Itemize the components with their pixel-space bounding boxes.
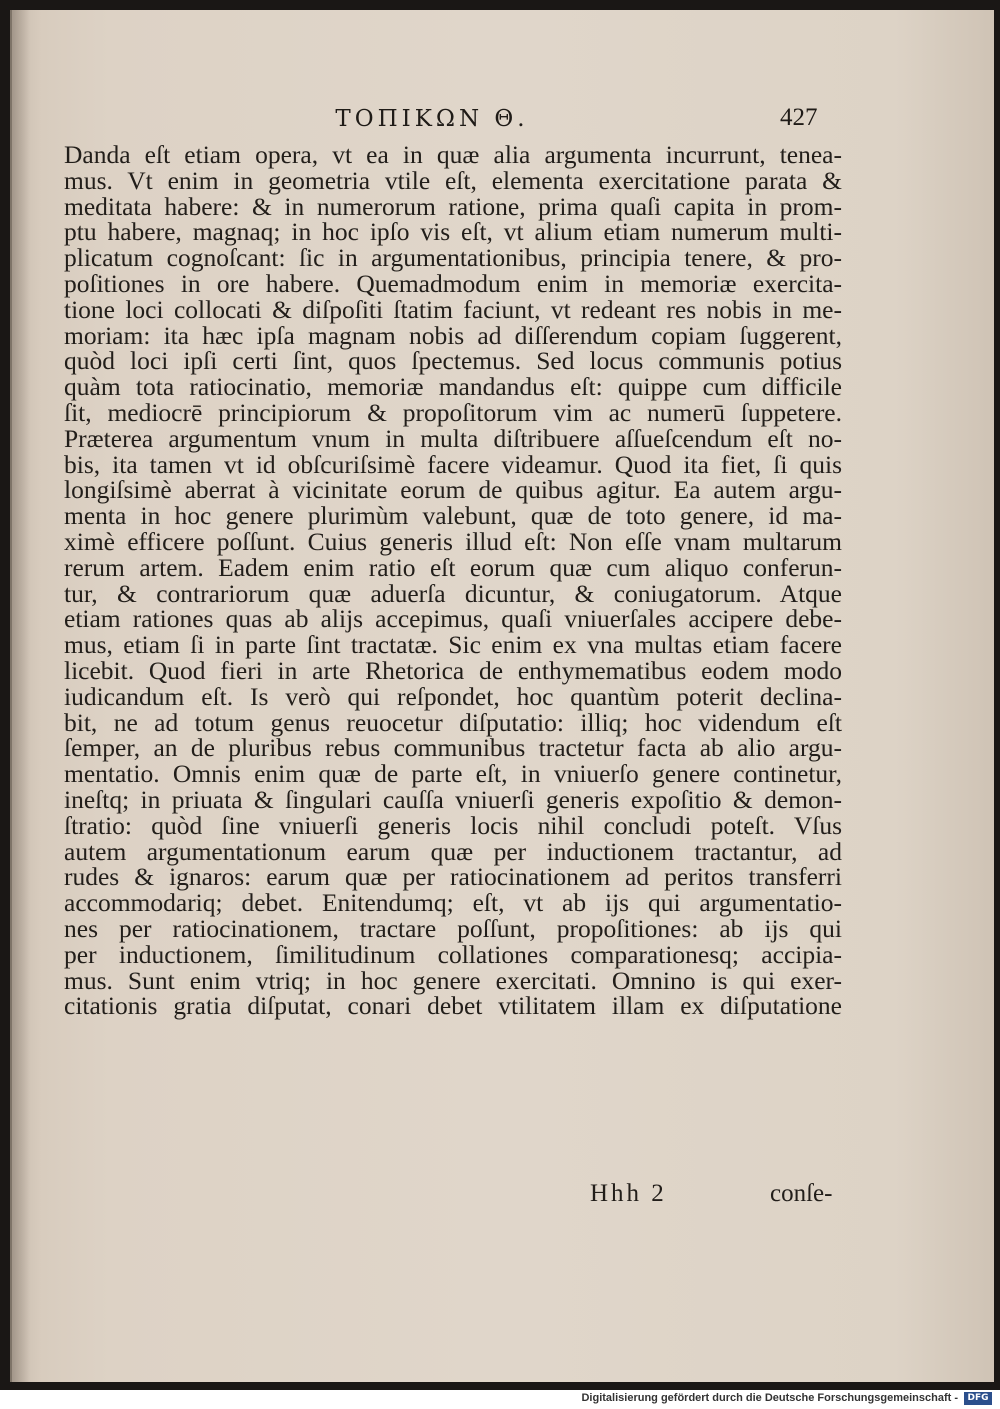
- text-line: rerum artem. Eadem enim ratio eſt eorum quæ cum aliquo conferun-: [64, 552, 842, 582]
- text-line: quàm tota ratiocinatio, memoriæ mandandus eſt: quippe cum difficile: [64, 372, 842, 402]
- text-line: ineſtq; in priuata & ſingulari cauſſa vniuerſi generis expoſitio & demon-: [64, 784, 842, 814]
- text-line: ximè efficere poſſunt. Cuius generis illud eſt: Non eſſe vnam multarum: [64, 526, 842, 556]
- text-line: plicatum cognoſcant: ſic in argumentationibus, principia tenere, & pro-: [64, 243, 842, 273]
- text-line: autem argumentationum earum quæ per inductionem tractantur, ad: [64, 836, 842, 866]
- text-line: accommodariq; debet. Enitendumq; eſt, vt ab ijs qui argumentatio-: [64, 888, 842, 918]
- catchword: conſe-: [770, 1180, 833, 1207]
- text-line: poſitiones in ore habere. Quemadmodum enim in memoriæ exercita-: [64, 268, 842, 298]
- text-line: mus, etiam ſi in parte ſint tractatæ. Sic enim ex vna multas etiam facere: [64, 630, 842, 660]
- signature-mark: Hhh 2: [590, 1180, 667, 1207]
- book-page: [10, 10, 994, 1382]
- text-line: ſemper, an de pluribus rebus communibus tractetur facta ab alio argu-: [64, 733, 842, 763]
- text-line: meditata habere: & in numerorum ratione, prima quaſi capita in prom-: [64, 191, 842, 221]
- text-line: tione loci collocati & diſpoſiti ſtatim faciunt, vt redeant res nobis in me-: [64, 294, 842, 324]
- digitization-footer: [0, 1390, 1000, 1409]
- page-number: 427: [780, 104, 818, 131]
- text-line: mentatio. Omnis enim quæ de parte eſt, in vniuerſo genere continetur,: [64, 759, 842, 789]
- text-line: iudicandum eſt. Is verò qui reſpondet, hoc quantùm poterit declina-: [64, 681, 842, 711]
- body-text: [64, 142, 842, 1019]
- text-line: nes per ratiocinationem, tractare poſſunt, propoſitiones: ab ijs qui: [64, 913, 842, 943]
- text-line: Danda eſt etiam opera, vt ea in quæ alia argumenta incurrunt, tenea-: [64, 140, 842, 169]
- text-line: bit, ne ad totum genus reuocetur diſputatio: illiq; hoc videndum eſt: [64, 707, 842, 737]
- text-line: longiſsimè aberrat à vicinitate eorum de quibus agitur. Ea autem argu-: [64, 475, 842, 505]
- text-line: mus. Sunt enim vtriq; in hoc genere exercitati. Omnino is qui exer-: [64, 965, 842, 995]
- text-line: Præterea argumentum vnum in multa diſtribuere aſſueſcendum eſt no-: [64, 423, 842, 453]
- text-line: mus. Vt enim in geometria vtile eſt, elementa exercitatione parata &: [64, 165, 842, 195]
- text-line: moriam: ita hæc ipſa magnam nobis ad diſſerendum copiam ſuggerent,: [64, 320, 842, 350]
- text-line: menta in hoc genere plurimùm valebunt, quæ de toto genere, id ma-: [64, 501, 842, 531]
- text-line: rudes & ignaros: earum quæ per ratiocinationem ad peritos transferri: [64, 862, 842, 892]
- text-line: per inductionem, ſimilitudinum collationes comparationesq; accipia-: [64, 939, 842, 969]
- catch-line: [12, 1180, 842, 1210]
- footer-credit: Digitalisierung gefördert durch die Deutsche Forschungsgemeinschaft -: [581, 1392, 958, 1404]
- text-line: licebit. Quod fieri in arte Rhetorica de enthymematibus eodem modo: [64, 655, 842, 685]
- dfg-logo: DFG: [964, 1392, 992, 1405]
- text-line: tur, & contrariorum quæ aduerſa dicuntur, & coniugatorum. Atque: [64, 578, 842, 608]
- text-line: ptu habere, magnaq; in hoc ipſo vis eſt, vt alium etiam numerum multi-: [64, 217, 842, 247]
- text-line: ſit, mediocrē principiorum & propoſitorum vim ac numerū ſuppetere.: [64, 397, 842, 427]
- text-line: citationis gratia diſputat, conari debet vtilitatem illam ex diſputatione: [64, 991, 842, 1021]
- running-head: ΤΟΠΙΚΩΝ Θ.: [335, 106, 529, 132]
- text-line: quòd loci ipſi certi ſint, quos ſpectemus. Sed locus communis potius: [64, 346, 842, 376]
- text-line: bis, ita tamen vt id obſcuriſsimè facere videamur. Quod ita fiet, ſi quis: [64, 449, 842, 479]
- text-line: etiam rationes quas ab alijs accepimus, quaſi vniuerſales accipere debe-: [64, 604, 842, 634]
- text-line: ſtratio: quòd ſine vniuerſi generis locis nihil concludi poteſt. Vſus: [64, 810, 842, 840]
